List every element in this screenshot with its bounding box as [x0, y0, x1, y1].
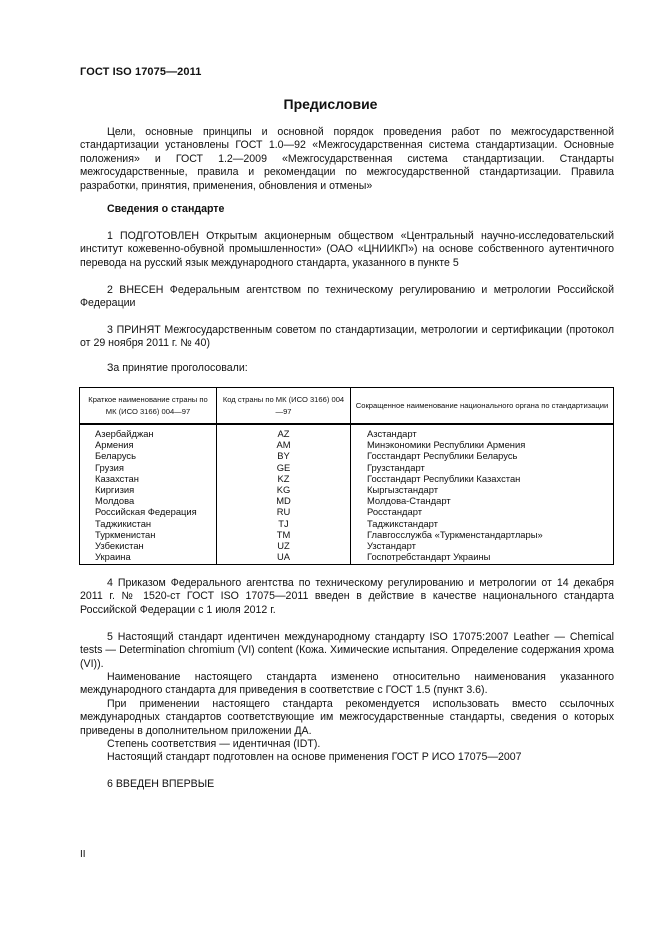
table-row	[80, 462, 614, 473]
body-cell: Молдова-Стандарт	[351, 495, 614, 506]
item-5-paragraph: 5 Настоящий стандарт идентичен международному стандарту ISO 17075:2007 Leather — Chemical tests — Determination chromium (VI) content (Кожа. Химические испытания. Определение содержания хрома (VI)).	[80, 631, 614, 670]
body-cell: Грузстандарт	[351, 462, 614, 473]
code-cell: TM	[217, 529, 351, 540]
table-row	[80, 495, 614, 506]
item-6-paragraph: 6 ВВЕДЕН ВПЕРВЫЕ	[107, 778, 215, 790]
header-country: Краткое наименование страны по МК (ИСО 3166) 004—97	[80, 388, 217, 425]
country-cell: Российская Федерация	[80, 506, 217, 517]
item-4-paragraph: 4 Приказом Федерального агентства по техническому регулированию и метрологии от 14 декабря 2011 г. № 1520-ст ГОСТ ISO 17075—2011 введен в действие в качестве национального стандарта Российской Федерации с 1 июля 2012 г.	[80, 577, 614, 616]
table-row	[80, 484, 614, 495]
item-5-naming-paragraph: Наименование настоящего стандарта изменено относительно наименования указанного международного стандарта для приведения в соответствие с ГОСТ 1.5 (пункт 3.6).	[80, 671, 614, 697]
country-cell: Украина	[80, 551, 217, 565]
code-cell: UZ	[217, 540, 351, 551]
header-code: Код страны по МК (ИСО 3166) 004—97	[217, 388, 351, 425]
country-cell: Узбекистан	[80, 540, 217, 551]
body-cell: Таджикстандарт	[351, 518, 614, 529]
body-cell: Госпотребстандарт Украины	[351, 551, 614, 565]
table-row	[80, 529, 614, 540]
code-cell: AM	[217, 439, 351, 450]
code-cell: KZ	[217, 473, 351, 484]
country-cell: Туркменистан	[80, 529, 217, 540]
item-5-basis-paragraph: Настоящий стандарт подготовлен на основе применения ГОСТ Р ИСО 17075—2007	[107, 751, 522, 763]
body-cell: Госстандарт Республики Казахстан	[351, 473, 614, 484]
header-body: Сокращенное наименование национального органа по стандартизации	[351, 388, 614, 425]
country-cell: Таджикистан	[80, 518, 217, 529]
page-number: II	[80, 849, 86, 860]
code-cell: GE	[217, 462, 351, 473]
table-row	[80, 424, 614, 439]
table-row	[80, 540, 614, 551]
country-cell: Беларусь	[80, 450, 217, 461]
intro-paragraph: Цели, основные принципы и основной порядок проведения работ по межгосударственной стандартизации установлены ГОСТ 1.0—92 «Межгосударственная система стандартизации. Основные положения» и ГОСТ 1.2—2009 «Межгосударственная система стандартизации. Стандарты межгосударственные, правила и рекомендации по межгосударственной стандартизации. Правила разработки, принятия, применения, обновления и отмены»	[80, 126, 614, 192]
table-row	[80, 473, 614, 484]
document-code-header: ГОСТ ISO 17075—2011	[80, 66, 202, 78]
item-1-paragraph: 1 ПОДГОТОВЛЕН Открытым акционерным обществом «Центральный научно-исследовательский институт кожевенно-обувной промышленности» (ОАО «ЦНИИКП») на основе собственного аутентичного перевода на русский язык международного стандарта, указанного в пункте 5	[80, 230, 614, 269]
country-cell: Казахстан	[80, 473, 217, 484]
country-cell: Молдова	[80, 495, 217, 506]
item-3-paragraph: 3 ПРИНЯТ Межгосударственным советом по стандартизации, метрологии и сертификации (протокол от 29 ноября 2011 г. № 40)	[80, 324, 614, 350]
table-row	[80, 551, 614, 565]
body-cell: Азстандарт	[351, 424, 614, 439]
country-cell: Армения	[80, 439, 217, 450]
code-cell: MD	[217, 495, 351, 506]
table-row	[80, 506, 614, 517]
vote-intro: За принятие проголосовали:	[107, 362, 248, 374]
body-cell: Узстандарт	[351, 540, 614, 551]
body-cell: Главгосслужба «Туркменстандартлары»	[351, 529, 614, 540]
country-cell: Азербайджан	[80, 424, 217, 439]
code-cell: UA	[217, 551, 351, 565]
table-row	[80, 439, 614, 450]
code-cell: AZ	[217, 424, 351, 439]
table-row	[80, 518, 614, 529]
body-cell: Госстандарт Республики Беларусь	[351, 450, 614, 461]
code-cell: BY	[217, 450, 351, 461]
page-title: Предисловие	[283, 96, 378, 112]
item-2-paragraph: 2 ВНЕСЕН Федеральным агентством по техническому регулированию и метрологии Российской Федерации	[80, 284, 614, 310]
table-header-row	[80, 388, 614, 425]
code-cell: RU	[217, 506, 351, 517]
voting-table	[79, 387, 614, 565]
body-cell: Росстандарт	[351, 506, 614, 517]
country-cell: Киргизия	[80, 484, 217, 495]
section-heading: Сведения о стандарте	[107, 203, 225, 215]
code-cell: KG	[217, 484, 351, 495]
item-5-references-paragraph: При применении настоящего стандарта рекомендуется использовать вместо ссылочных международных стандартов соответствующие им межгосударственные стандарты, сведения о которых приведены в дополнительном приложении ДА.	[80, 698, 614, 737]
code-cell: TJ	[217, 518, 351, 529]
body-cell: Кыргызстандарт	[351, 484, 614, 495]
table-row	[80, 450, 614, 461]
item-5-conformity-paragraph: Степень соответствия — идентичная (IDT).	[107, 738, 321, 750]
country-cell: Грузия	[80, 462, 217, 473]
body-cell: Минэкономики Республики Армения	[351, 439, 614, 450]
